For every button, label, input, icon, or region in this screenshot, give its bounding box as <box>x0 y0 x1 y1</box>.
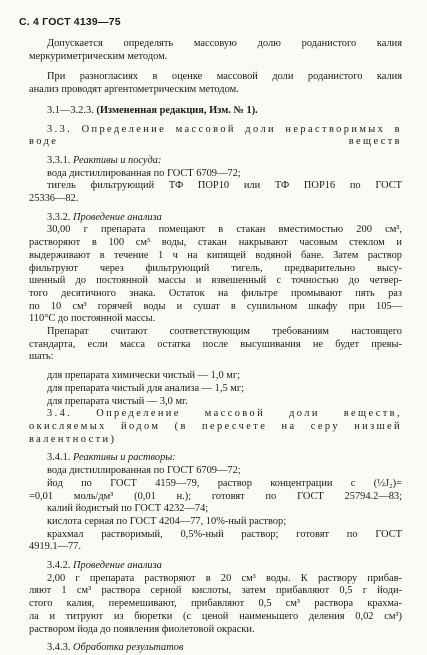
text-line: кислота серная по ГОСТ 4204—77, 10%-ный раствор; <box>47 515 287 527</box>
section-number: 3.4.1. <box>47 452 71 464</box>
text-line: растворяют в 100 см³ воды, стакан накрывают часовым стеклом и <box>29 237 402 249</box>
text-line: ла и титруют из бюретки (с ценой наименьшего деления 0,02 см³) <box>29 610 402 622</box>
page-content <box>29 38 402 655</box>
text-line: =0,01 моль/дм³ (0,01 н.); готовят по ГОСТ 25794.2—83; <box>29 490 402 502</box>
section-number: 3.3.1. <box>47 154 71 166</box>
text-line <box>29 642 402 655</box>
text-line: калий йодистый по ГОСТ 4232—74; <box>47 503 209 515</box>
text-line: по 10 см³ горячей воды и сушат в сушильном шкафу при 105— <box>29 300 402 312</box>
text-line: вода дистиллированная по ГОСТ 6709—72; <box>47 167 241 179</box>
text-line: раствором йода до появления фиолетовой окраски. <box>29 623 255 635</box>
page-header: С. 4 ГОСТ 4139—75 <box>19 16 121 28</box>
section-number: 3.4.3. <box>47 642 71 654</box>
text-line: 30,00 г препарата помещают в стакан вместимостью 200 см³, <box>47 224 402 236</box>
text-line: 2,00 г препарата растворяют в 20 см³ воды. К раствору прибав- <box>47 572 402 584</box>
section-number: 3.3.2. <box>47 211 71 223</box>
text-line: для препарата чистый для анализа — 1,5 мг; <box>47 382 244 394</box>
text-line: Препарат считают соответствующим требованиям настоящего <box>47 326 402 338</box>
text-line: вода дистиллированная по ГОСТ 6709—72; <box>47 465 241 477</box>
text-line: для препарата чистый — 3,0 мг. <box>47 395 188 407</box>
text-line: крахмал растворимый, 0,5%-ный раствор; готовят по ГОСТ <box>47 528 402 540</box>
subsection-title: Реактивы и посуда: <box>73 154 162 166</box>
text-line: меркуриметрическим методом. <box>29 50 168 62</box>
text-line <box>29 452 402 465</box>
text-line: стого калия, перемешивают, прибавляют 0,5 см³ раствора крахма- <box>29 598 402 610</box>
text-line: выдерживают в течение 1 ч на кипящей водяной бане. Затем раствор <box>29 249 402 261</box>
section-heading: 3.4. Определение массовой доли веществ, окисляемых йодом (в пересчете на серу низшей валентности) <box>29 408 402 445</box>
text-line <box>29 155 402 168</box>
amendment-note: (Измененная редакция, Изм. № 1). <box>96 104 258 116</box>
subsection-title: Обработка результатов <box>73 642 184 654</box>
text-line: 4919.1—77. <box>29 541 81 553</box>
text-line: При разногласиях в оценке массовой доли роданистого калия <box>47 71 402 83</box>
subsection-title: Проведение анализа <box>73 560 162 572</box>
section-number: 3.1—3.2.3. <box>47 104 94 116</box>
text-line: шенный до постоянной массы и взвешенный с точностью до четвер- <box>29 275 402 287</box>
text-line: фильтруют через фильтрующий тигель, предварительно высу- <box>29 262 402 274</box>
section-number: 3.4.2. <box>47 560 71 572</box>
text-line: ляют 1 см³ раствора серной кислоты, затем прибавляют 0,5 г йоди- <box>29 585 402 597</box>
section-heading: 3.3. Определение массовой доли нерастворимых в воде веществ <box>29 123 402 148</box>
text-line <box>29 560 402 573</box>
text-line <box>29 105 402 118</box>
text-line: йод по ГОСТ 4159—79, раствор концентрации с (½J₂)= <box>47 477 402 489</box>
text-line: 25336—82. <box>29 193 79 205</box>
text-line: Допускается определять массовую долю роданистого калия <box>47 38 402 49</box>
subsection-title: Проведение анализа <box>73 211 162 223</box>
text-line: анализ проводят аргентометрическим методом. <box>29 84 239 96</box>
text-line: тигель фильтрующий ТФ ПОР10 или ТФ ПОР16 по ГОСТ <box>47 180 402 192</box>
text-line: шать: <box>29 351 54 363</box>
text-line: 110°С до постоянной массы. <box>29 313 156 325</box>
text-line: того десятичного знака. Остаток на фильтре промывают пять раз <box>29 287 402 299</box>
subsection-title: Реактивы и растворы: <box>73 452 176 464</box>
text-line <box>29 212 402 225</box>
text-line: для препарата химически чистый — 1,0 мг; <box>47 370 240 382</box>
text-line: стандарта, если масса остатка после высушивания не будет превы- <box>29 338 402 350</box>
